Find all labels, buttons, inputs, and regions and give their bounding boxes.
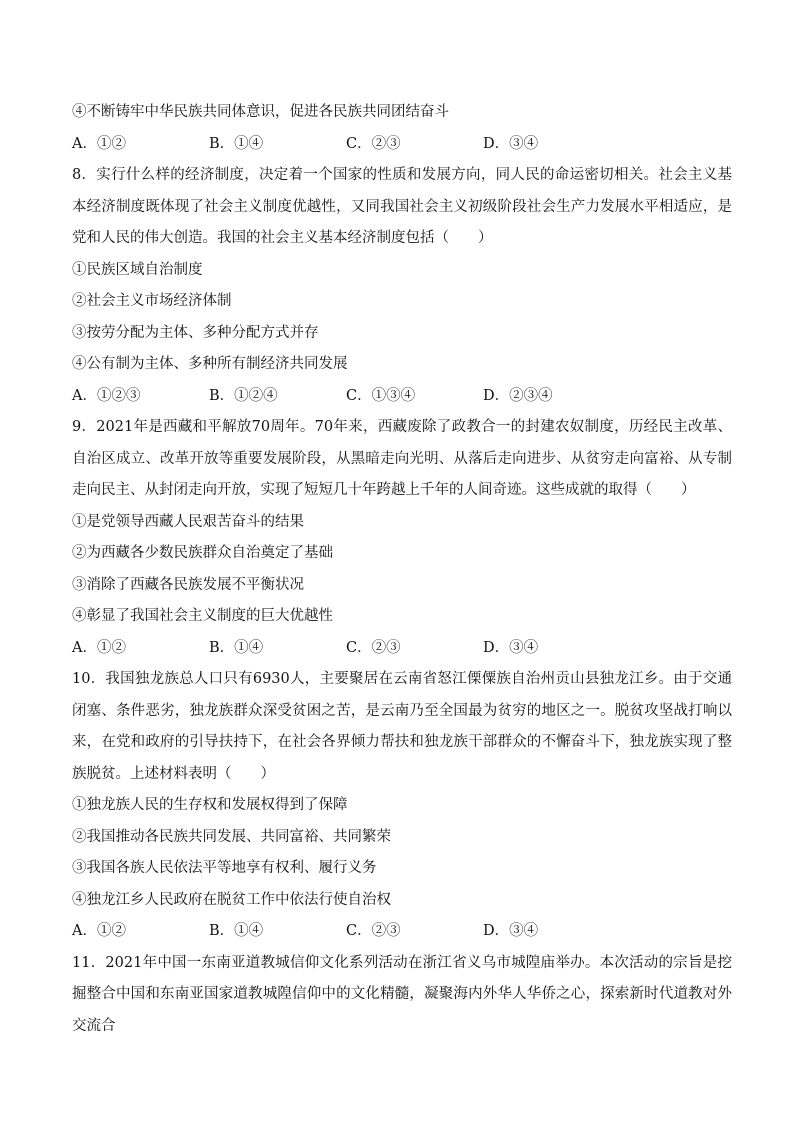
q9-option-b: B．①④ bbox=[209, 639, 264, 656]
q8-statement-4: ④公有制为主体、多种所有制经济共同发展 bbox=[72, 356, 348, 372]
q10-option-a: A．①② bbox=[72, 923, 126, 939]
q8-option-c: C．①③④ bbox=[346, 387, 416, 404]
q9-option-c: C．②③ bbox=[346, 639, 401, 656]
q8-statement-1: ①民族区域自治制度 bbox=[72, 261, 203, 278]
q7-option-b: B．①④ bbox=[209, 135, 264, 152]
q8-option-d: D．②③④ bbox=[483, 387, 553, 404]
q7-option-d: D．③④ bbox=[483, 135, 539, 152]
q10-option-d: D．③④ bbox=[483, 923, 539, 939]
q10-option-c: C．②③ bbox=[346, 923, 401, 939]
q7-option-c: C．②③ bbox=[346, 135, 401, 152]
q8-stem: 8．实行什么样的经济制度，决定着一个国家的性质和发展方向，同人民的命运密切相关。社会主义基本经济制度既体现了社会主义制度优越性，又同我国社会主义初级阶段社会生产力发展水平相适应，是党和人民的伟大创造。我国的社会主义基本经济制度包括（ ） bbox=[72, 167, 732, 246]
q7-option-a: A．①② bbox=[72, 135, 126, 152]
q10-options bbox=[72, 916, 732, 948]
q10-statement-3: ③我国各族人民依法平等地享有权利、履行义务 bbox=[72, 860, 377, 876]
q10-statement-1: ①独龙族人民的生存权和发展权得到了保障 bbox=[72, 797, 348, 813]
q7-statement-4: ④不断铸牢中华民族共同体意识，促进各民族共同团结奋斗 bbox=[72, 104, 449, 120]
q7-options bbox=[72, 129, 732, 161]
q9-statement-3: ③消除了西藏各民族发展不平衡状况 bbox=[72, 576, 304, 593]
q9-option-d: D．③④ bbox=[483, 639, 539, 656]
q10-stem: 10．我国独龙族总人口只有6930人，主要聚居在云南省怒江傈僳族自治州贡山县独龙江乡。由于交通闭塞、条件恶劣，独龙族群众深受贫困之苦，是云南乃至全国最为贫穷的地区之一。脱贫攻坚战打响以来，在党和政府的引导扶持下，在社会各界倾力帮扶和独龙族干部群众的不懈奋斗下，独龙族实现了整族脱贫。上述材料表明（ ） bbox=[72, 671, 732, 782]
q9-statement-2: ②为西藏各少数民族群众自治奠定了基础 bbox=[72, 545, 333, 561]
q8-statement-2: ②社会主义市场经济体制 bbox=[72, 293, 232, 309]
q8-statement-3: ③按劳分配为主体、多种分配方式并存 bbox=[72, 324, 319, 341]
q10-option-b: B．①④ bbox=[209, 923, 264, 939]
q9-statement-4: ④彰显了我国社会主义制度的巨大优越性 bbox=[72, 608, 333, 624]
q8-option-a: A．①②③ bbox=[72, 387, 141, 404]
q9-options bbox=[72, 633, 732, 665]
q10-statement-4: ④独龙江乡人民政府在脱贫工作中依法行使自治权 bbox=[72, 891, 391, 908]
q9-stem: 9．2021年是西藏和平解放70周年。70年来，西藏废除了政教合一的封建农奴制度，历经民主改革、自治区成立、改革开放等重要发展阶段，从黑暗走向光明、从落后走向进步、从贫穷走向富裕、从专制走向民主、从封闭走向开放，实现了短短几十年跨越上千年的人间奇迹。这些成就的取得（ ） bbox=[72, 419, 732, 498]
q9-option-a: A．①② bbox=[72, 639, 126, 656]
q10-statement-2: ②我国推动各民族共同发展、共同富裕、共同繁荣 bbox=[72, 828, 391, 845]
exam-page bbox=[72, 97, 732, 1042]
q11-stem: 11．2021年中国一东南亚道教城信仰文化系列活动在浙江省义乌市城隍庙举办。本次活动的宗旨是挖掘整合中国和东南亚国家道教城隍信仰中的文化精髓，凝聚海内外华人华侨之心，探索新时代道教对外交流合 bbox=[72, 954, 732, 1034]
q8-options bbox=[72, 381, 732, 413]
q9-statement-1: ①是党领导西藏人民艰苦奋斗的结果 bbox=[72, 513, 304, 530]
q8-option-b: B．①②④ bbox=[209, 387, 278, 404]
